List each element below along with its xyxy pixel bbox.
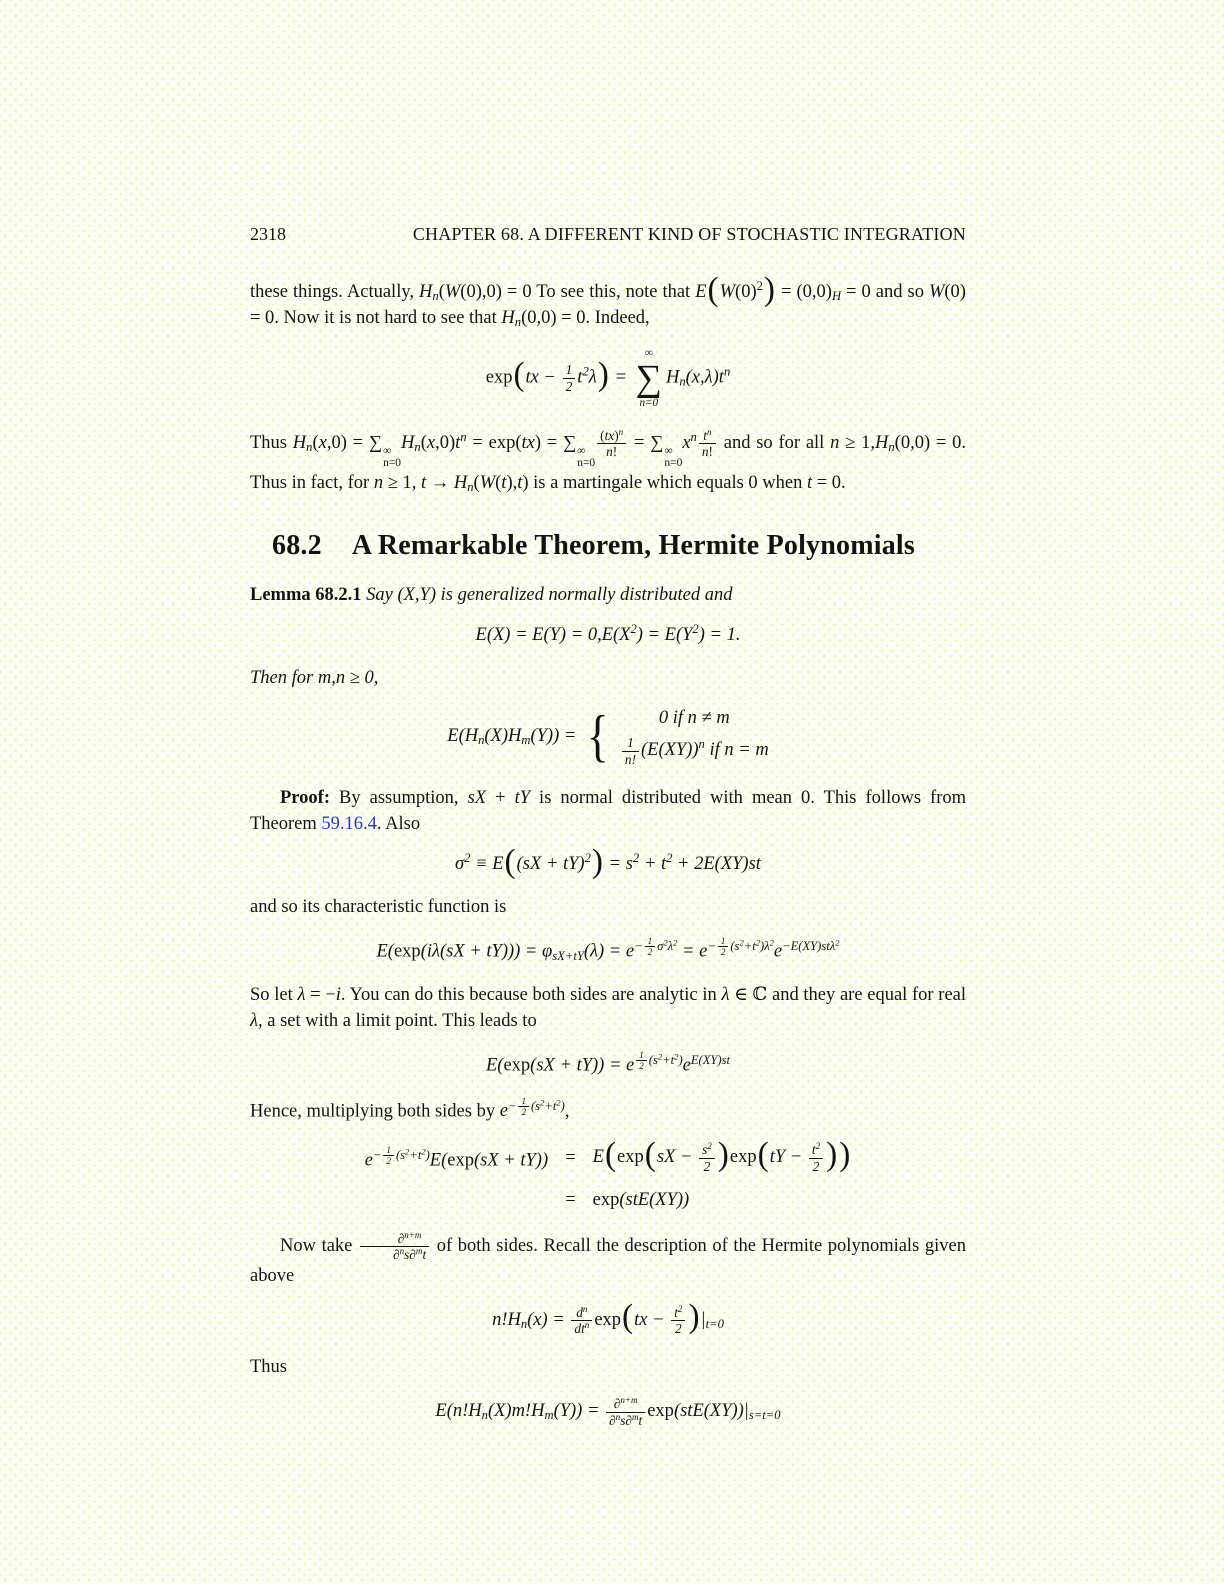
equation-generating-function: exp(tx − $\frac{1}{2}$ $t^2\lambda$) = ∞ ∑ n=0 $H_n(x,\lambda)t^n$	[485, 347, 731, 409]
proof-paragraph	[250, 785, 966, 837]
page-number: 2318	[250, 224, 286, 244]
case-n-eq-m: $\frac{1}{n!}$ $(E(XY))^n$ if n = m	[620, 735, 769, 767]
proof-label: Proof:	[280, 787, 330, 808]
equation-leads-to: E(exp(sX + tY)) = e $^{\frac{1}{2} (s^2+t^2)}e^{E(XY)st}$	[485, 1049, 730, 1076]
paragraph-characteristic-function: and so its characteristic function is	[250, 897, 507, 918]
paragraph-so-let-lambda: So let λ = −i. You can do this because both sides are analytic in λ ∈ ℂ and they are equal for real λ, a set with a limit point. This leads to	[250, 984, 967, 1031]
paragraph-now-take: Now take $\frac{\partial^{n+m}}{\partial^ns\partial^mt}$ of both sides. Recall the description of the Hermite polynomials given above	[250, 1230, 966, 1286]
orthogonality-lhs: $E(H_n(X)H_m(Y))$ =	[447, 726, 577, 748]
paragraph-martingale: Thus $H_n(x,0)$ = ∑ ∞ n=0 $H_n(x,0)t^n = \exp(tx)$ = ∑ ∞ n=0 $\frac{(tx)^n}{n!}$ = ∑ ∞ n=0 $x^n$ $\frac{t^n}{n!}$ and so for all $n \ge 1,H_n(0,0) = 0$. Thus in fact, for n ≥ 1, $t \to H_n(W(t),t)$ is a martingale which equals 0 when t = 0.	[250, 426, 967, 495]
section-title: A Remarkable Theorem, Hermite Polynomials	[351, 530, 916, 562]
equation-sigma-squared: $\sigma^2 \equiv E((sX + tY)^2) = s^2 + t^2 + 2E(XY)st$	[455, 842, 761, 880]
paragraph-hence-multiplying: Hence, multiplying both sides by $e^{- \frac{1}{2} (s^2+t^2)}$,	[250, 1095, 570, 1122]
equation-characteristic-function: $E(\exp(i\lambda(sX + tY))) = \varphi_{sX+tY}(\lambda) = e^{- \frac{1}{2} \sigma^2\lambda^2} = e^{- \frac{1}{2} (s^2+t^2)\lambda^2}e^{-E(XY)st\lambda^2}$	[376, 936, 840, 963]
aligned-row2-relation: =	[564, 1190, 577, 1211]
chapter-title: CHAPTER 68. A DIFFERENT KIND OF STOCHASTIC INTEGRATION	[412, 224, 966, 244]
aligned-row2-right: exp(stE(XY))	[592, 1190, 690, 1211]
case-n-neq-m: 0 if n ≠ m	[658, 708, 730, 729]
cases-column	[620, 707, 769, 767]
lemma-statement	[250, 582, 966, 608]
section-number: 68.2	[272, 530, 322, 562]
section-heading	[250, 530, 966, 562]
page-header	[250, 224, 966, 245]
lemma-label: Lemma 68.2.1	[250, 585, 362, 606]
equation-moments: $E(X) = E(Y) = 0,E(X^2) = E(Y^2) = 1$.	[475, 622, 741, 646]
aligned-row1-right: E(exp(sX − $\frac{s^2}{2}$ )exp(tY − $\frac{t^2}{2}$ ))	[592, 1136, 851, 1174]
page-content	[250, 224, 966, 1446]
proof-text-before-link: By assumption, sX + tY is normal distributed with mean 0. This follows from Theorem	[250, 787, 967, 834]
lemma-then-for: Then for m,n ≥ 0,	[250, 668, 379, 689]
lemma-text: Say (X,Y) is generalized normally distributed and	[366, 585, 733, 606]
theorem-link[interactable]: 59.16.4	[321, 813, 377, 834]
equation-hermite-definition: $n!H_n(x)$ = $\frac{d^n}{dt^n}$ exp(tx − $\frac{t^2}{2}$ )$|_{t=0}$	[492, 1298, 724, 1336]
paragraph-thus: Thus	[250, 1357, 287, 1378]
proof-text-after-link: . Also	[376, 813, 421, 834]
equation-final: $E(n!H_n(X)m!H_m(Y))$ = $\frac{\partial^{n+m}}{\partial^ns\partial^mt}$ $\exp(stE(XY))|_{s=t=0}$	[435, 1395, 781, 1428]
aligned-row1-left: $e^{- \frac{1}{2} (s^2+t^2)}E(\exp(sX + tY))$	[364, 1144, 549, 1171]
equation-orthogonality: $E(H_n(X)H_m(Y))$ = { 0 if n ≠ m $\frac{1}{n!}$ $(E(XY))^n$ if n = m	[447, 705, 769, 769]
aligned-row1-relation: =	[564, 1147, 577, 1168]
equation-aligned-pair	[250, 1136, 966, 1211]
paragraph-intro: these things. Actually, $H_n(W(0),0) = 0$ To see this, note that $E(W(0)^2) = (0,0)_H = 0$ and so W(0) = 0. Now it is not hard to see that $H_n(0,0) = 0$. Indeed,	[250, 270, 966, 330]
